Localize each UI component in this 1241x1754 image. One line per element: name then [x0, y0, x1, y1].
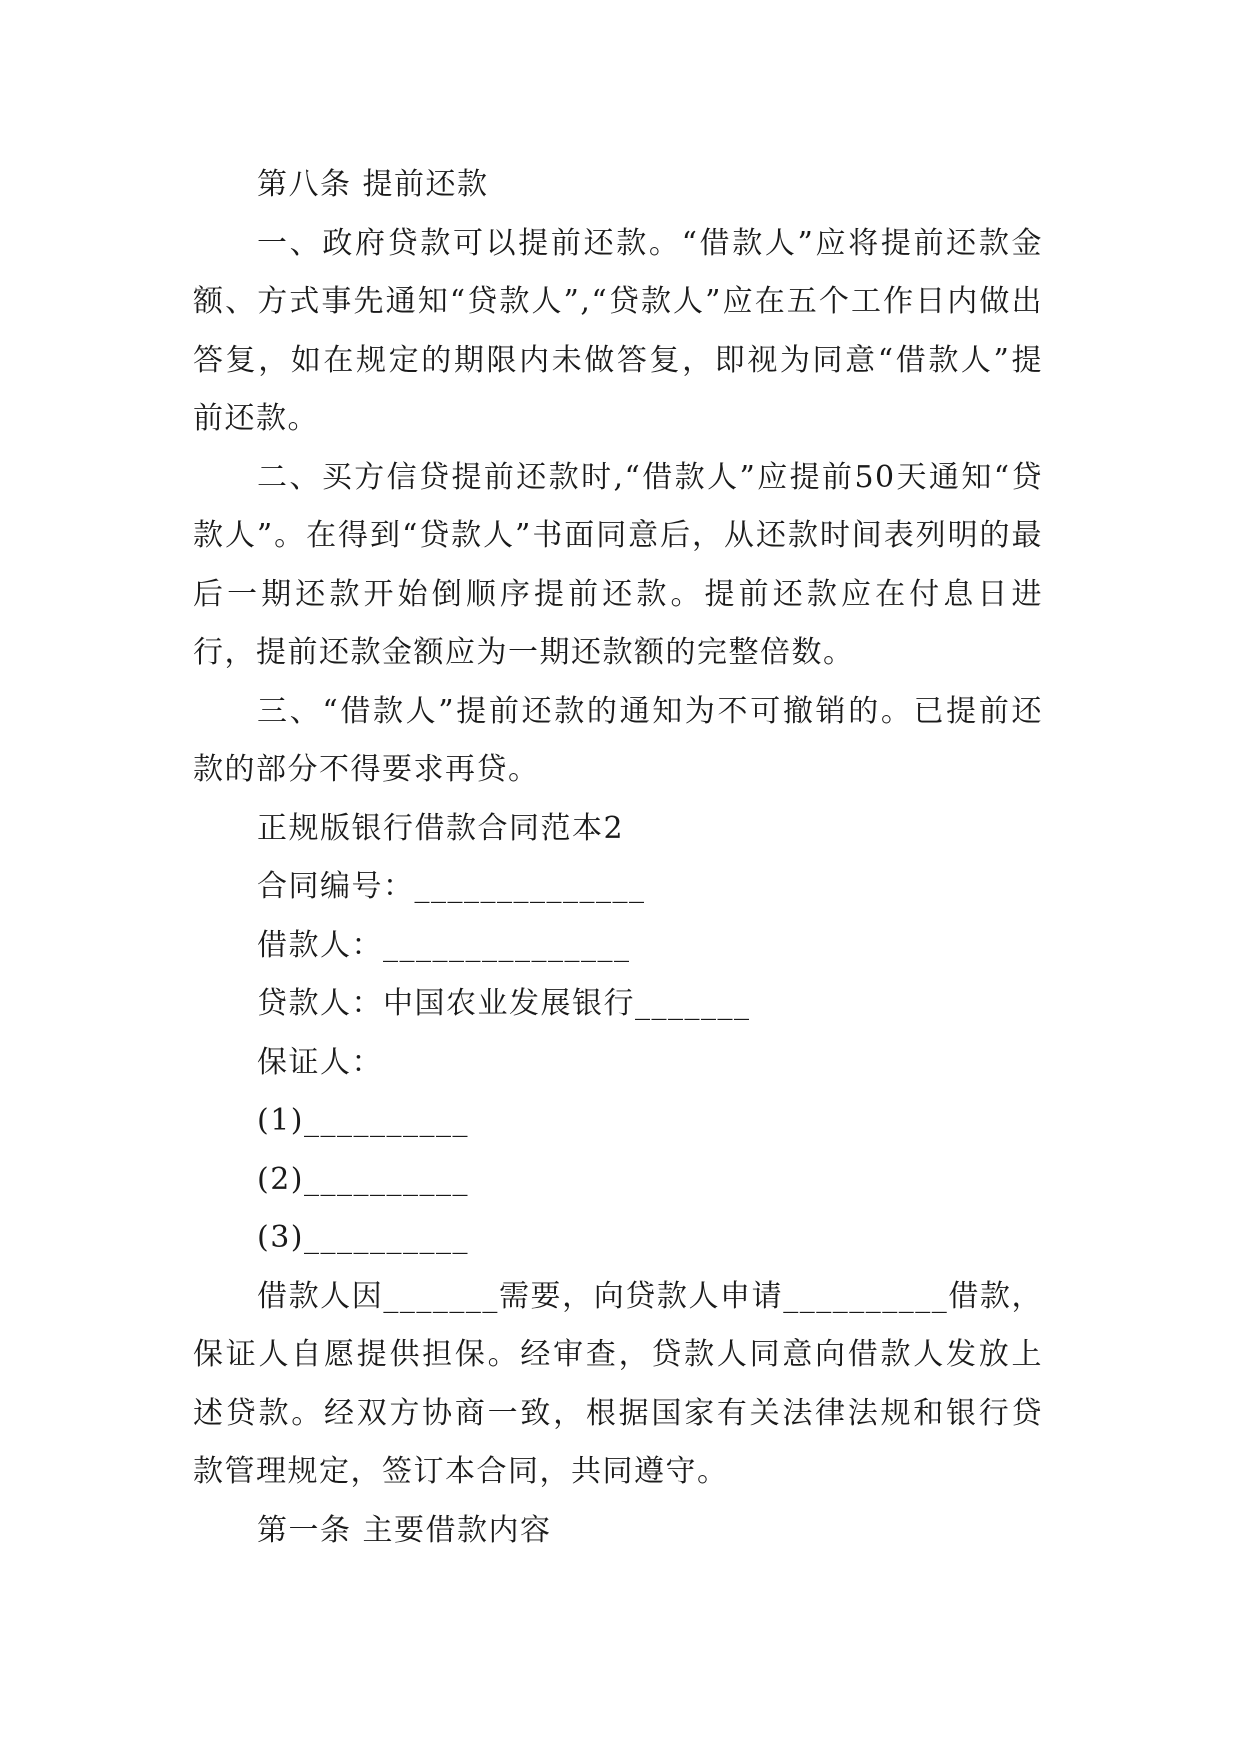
guarantor-3-field: (3)__________ [257, 1220, 469, 1255]
article8-paragraph-1: 一、政府贷款可以提前还款。“借款人”应将提前还款金额、方式事先通知“贷款人”,“贷款人”应在五个工作日内做出答复，如在规定的期限内未做答复，即视为同意“借款人”提前还款。 [193, 225, 1043, 436]
contract-preamble: 借款人因_______需要，向贷款人申请__________借款，保证人自愿提供担保。经审查，贷款人同意向借款人发放上述贷款。经双方协商一致，根据国家有关法律法规和银行贷款管理规定，签订本合同，共同遵守。 [193, 1278, 1043, 1489]
document-body [193, 156, 1043, 1560]
guarantor-1-field: (1)__________ [257, 1103, 469, 1138]
contract-number-field: 合同编号：______________ [257, 869, 646, 904]
article8-paragraph-2: 二、买方信贷提前还款时,“借款人”应提前50天通知“贷款人”。在得到“贷款人”书面同意后，从还款时间表列明的最后一期还款开始倒顺序提前还款。提前还款应在付息日进行，提前还款金额应为一期还款额的完整倍数。 [193, 459, 1043, 670]
lender-field: 贷款人：中国农业发展银行_______ [257, 986, 751, 1021]
article8-heading: 第八条 提前还款 [257, 167, 489, 202]
template2-title: 正规版银行借款合同范本2 [257, 810, 625, 846]
guarantor-label: 保证人： [257, 1044, 383, 1080]
article1-heading: 第一条 主要借款内容 [257, 1512, 552, 1548]
article8-paragraph-3: 三、“借款人”提前还款的通知为不可撤销的。已提前还款的部分不得要求再贷。 [193, 693, 1043, 787]
borrower-field: 借款人：_______________ [257, 927, 631, 963]
guarantor-2-field: (2)__________ [257, 1161, 469, 1197]
